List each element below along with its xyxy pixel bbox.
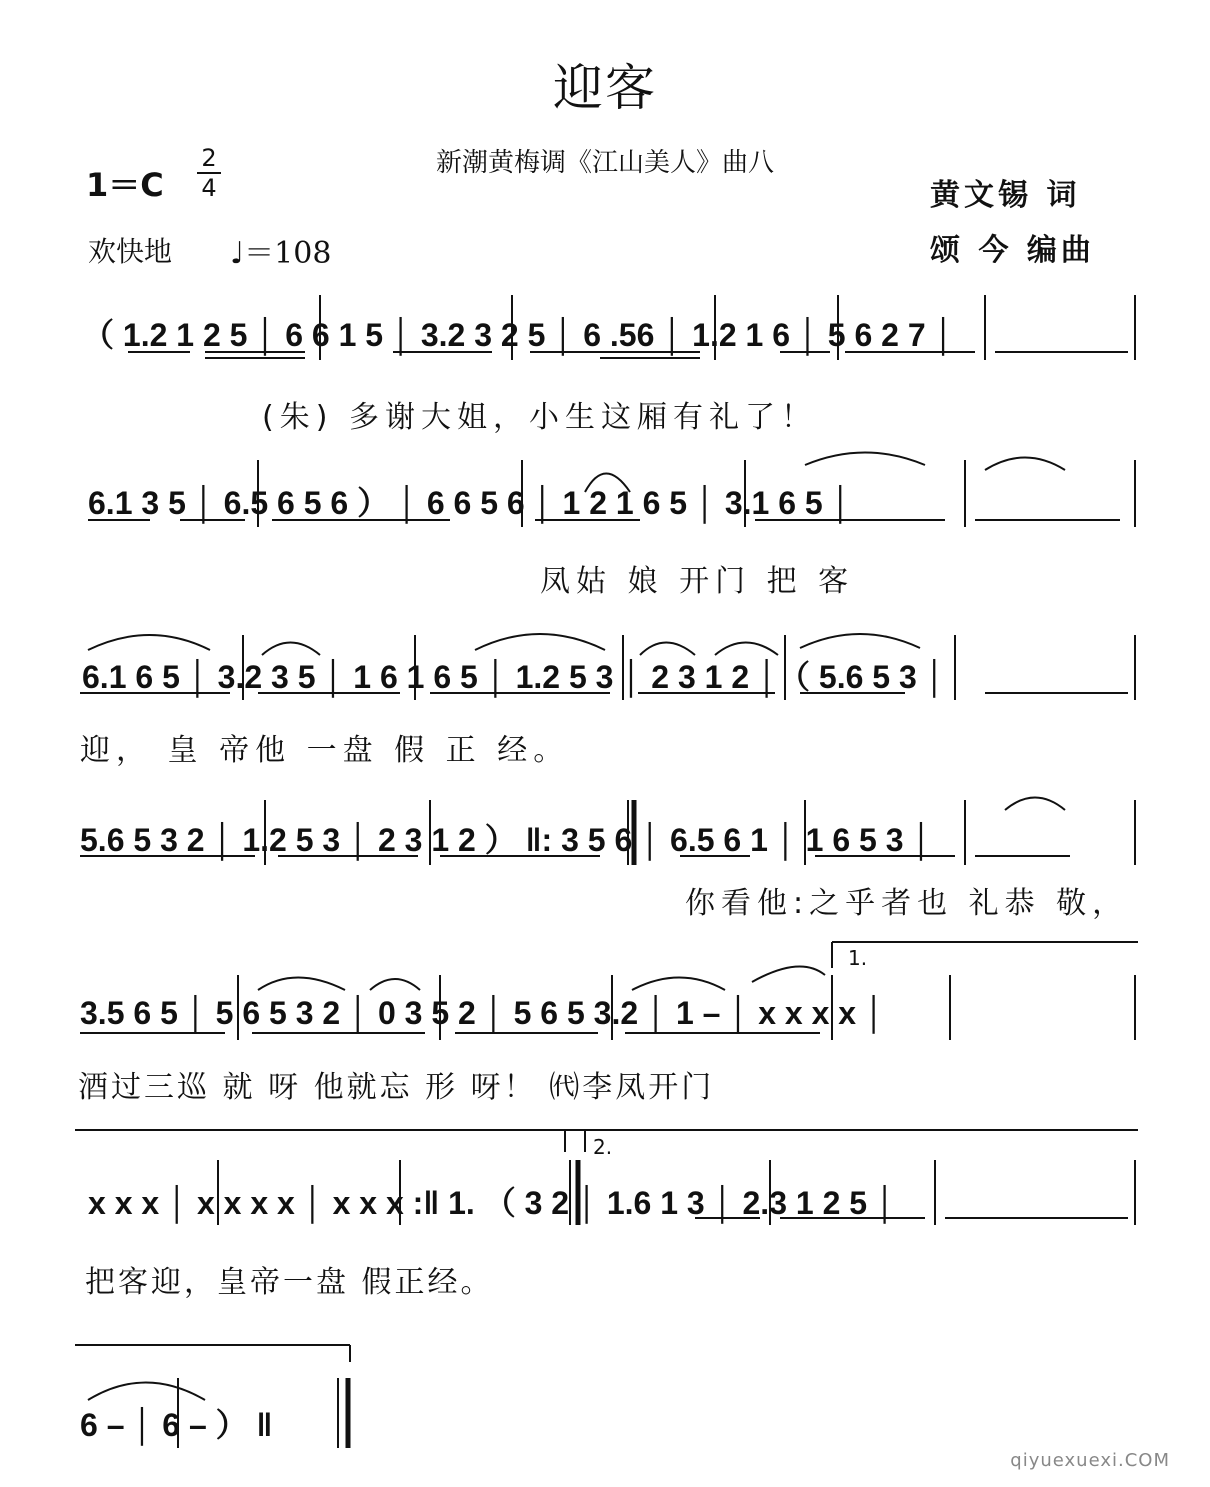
notation-row-6: x x x │ x x x x │ x x x :‖ 1. （ 3 2 │ 1.6 1 3 │ 2.3 1 2 5 │ — [88, 1185, 896, 1221]
notation-row-5: 3.5 6 5 │ 5 6 5 3 2 │ 0 3 5 2 │ 5 6 5 3.2 │ 1 – │ x x x x │ — [80, 995, 885, 1031]
time-numerator: 2 — [201, 144, 217, 172]
notation-row-4: 5.6 5 3 2 │ 1.2 5 3 │ 2 3 1 2 ） ‖: 3 5 6 │ 6.5 6 1 │ 1 6 5 3 │ — [80, 822, 933, 858]
notation-row-7: 6 – │ 6 – ） ‖ — [80, 1407, 273, 1443]
watermark: qiyuexuexi.COM — [1010, 1450, 1170, 1471]
lyrics-row-1: (朱) 多谢大姐，小生这厢有礼了！ — [262, 400, 817, 435]
notation-row-3: 6.1 6 5 │ 3.2 3 5 │ 1 6 1 6 5 │ 1.2 5 3 │ 2 3 1 2 │（ 5.6 5 3 │ — [82, 659, 946, 695]
key-label: 1＝C — [86, 166, 164, 204]
volta-second: 2. — [593, 1135, 613, 1159]
score-subtitle: 新潮黄梅调《江山美人》曲八 — [435, 148, 774, 178]
score-title: 迎客 — [553, 59, 657, 117]
tempo-marking: 欢快地 — [88, 235, 173, 268]
notation-row-2: 6.1 3 5 │ 6.5 6 5 6 ） │ 6 6 5 6 │ 1 2 1 6 5 │ 3.1 6 5 │ — [88, 485, 852, 521]
lyricist-credit: 黄文锡 词 — [930, 178, 1081, 213]
lyrics-row-2: 凤姑 娘 开门 把 客 — [540, 564, 855, 599]
lyrics-row-3: 迎， 皇 帝他 一盘 假 正 经。 — [80, 733, 570, 768]
lyrics-row-6: 把客迎，皇帝一盘 假正经。 — [85, 1265, 494, 1300]
lyrics-row-4: 你看他:之乎者也 礼恭 敬， — [685, 886, 1129, 921]
notation-row-1: （ 1.2 1 2 5 │ 6 6 1 5 │ 3.2 3 2 5 │ 6 .56 │ 1.2 1 6 │ 5 6 2 7 │ — [82, 317, 955, 353]
lyrics-row-5: 酒过三巡 就 呀 他就忘 形 呀！ ㈹李凤开门 — [78, 1070, 715, 1105]
volta-first: 1. — [848, 946, 868, 970]
time-denominator: 4 — [201, 174, 217, 202]
quarter-note-icon: ♩ — [230, 236, 245, 271]
tempo-bpm: ♩＝108 — [230, 236, 332, 271]
composer-credit: 颂 今 编曲 — [930, 233, 1095, 268]
